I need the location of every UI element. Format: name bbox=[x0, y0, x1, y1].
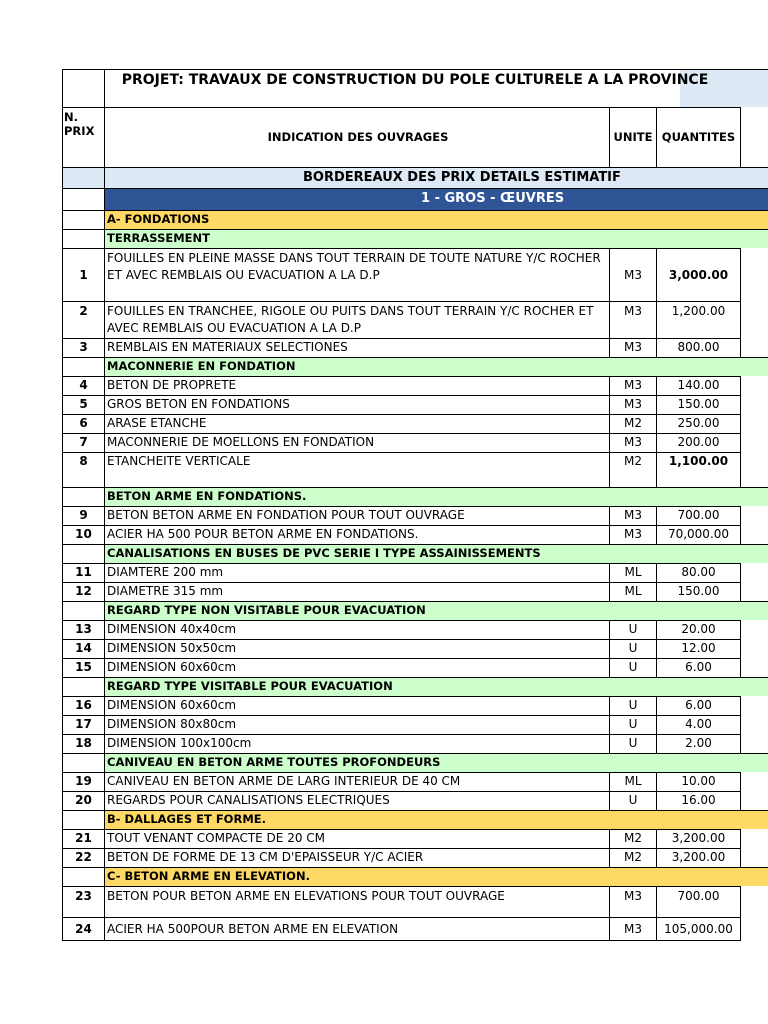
item-unit: M3 bbox=[609, 433, 656, 452]
section-row bbox=[62, 601, 768, 620]
item-number: 24 bbox=[62, 917, 104, 941]
item-number: 12 bbox=[62, 582, 104, 601]
item-quantity: 3,000.00 bbox=[656, 248, 741, 301]
chapter-title: 1 - GROS - ŒUVRES bbox=[104, 188, 768, 210]
item-description: DIMENSION 40x40cm bbox=[104, 620, 609, 639]
section-c: C- BETON ARME EN ELEVATION. bbox=[104, 867, 768, 886]
item-description: DIMENSION 80x80cm bbox=[104, 715, 609, 734]
item-description: DIMENSION 50x50cm bbox=[104, 639, 609, 658]
item-number: 15 bbox=[62, 658, 104, 677]
section-b: B- DALLAGES ET FORME. bbox=[104, 810, 768, 829]
chapter-row bbox=[62, 188, 768, 210]
item-number: 5 bbox=[62, 395, 104, 414]
table-row bbox=[62, 791, 768, 810]
table-row bbox=[62, 301, 768, 338]
item-quantity: 150.00 bbox=[656, 395, 741, 414]
section-canalisations: CANALISATIONS EN BUSES DE PVC SERIE I TYPE ASSAINISSEMENTS bbox=[104, 544, 768, 563]
table-row bbox=[62, 376, 768, 395]
item-number: 19 bbox=[62, 772, 104, 791]
item-quantity: 80.00 bbox=[656, 563, 741, 582]
table-row bbox=[62, 433, 768, 452]
table-row bbox=[62, 248, 768, 301]
item-quantity: 4.00 bbox=[656, 715, 741, 734]
section-regard-non-visitable: REGARD TYPE NON VISITABLE POUR EVACUATION bbox=[104, 601, 768, 620]
item-unit: U bbox=[609, 639, 656, 658]
item-description: DIMENSION 60x60cm bbox=[104, 696, 609, 715]
section-terrassement: TERRASSEMENT bbox=[104, 229, 768, 248]
table-row bbox=[62, 696, 768, 715]
item-description: ARASE ETANCHE bbox=[104, 414, 609, 433]
item-number: 10 bbox=[62, 525, 104, 544]
item-quantity: 6.00 bbox=[656, 696, 741, 715]
item-unit: ML bbox=[609, 582, 656, 601]
project-title: PROJET: TRAVAUX DE CONSTRUCTION DU POLE CULTURELE A LA PROVINCE bbox=[121, 72, 709, 88]
item-number: 4 bbox=[62, 376, 104, 395]
empty-cell bbox=[62, 357, 104, 376]
table-row bbox=[62, 886, 768, 917]
item-unit: M2 bbox=[609, 414, 656, 433]
item-unit: ML bbox=[609, 772, 656, 791]
table-row bbox=[62, 395, 768, 414]
empty-cell bbox=[62, 753, 104, 772]
table-row bbox=[62, 620, 768, 639]
item-unit: M3 bbox=[609, 395, 656, 414]
section-beton-fondations: BETON ARME EN FONDATIONS. bbox=[104, 487, 768, 506]
header-desc: INDICATION DES OUVRAGES bbox=[104, 107, 609, 167]
item-quantity: 140.00 bbox=[656, 376, 741, 395]
item-unit: U bbox=[609, 791, 656, 810]
item-unit: M3 bbox=[609, 525, 656, 544]
table-row bbox=[62, 414, 768, 433]
section-maconnerie: MACONNERIE EN FONDATION bbox=[104, 357, 768, 376]
item-description: BETON DE PROPRETE bbox=[104, 376, 609, 395]
item-description: FOUILLES EN PLEINE MASSE DANS TOUT TERRAIN DE TOUTE NATURE Y/C ROCHER ET AVEC REMBLAIS OU EVACUATION A LA D.P bbox=[104, 248, 609, 301]
section-row bbox=[62, 810, 768, 829]
item-unit: M3 bbox=[609, 917, 656, 941]
item-description: BETON DE FORME DE 13 CM D'EPAISSEUR Y/C ACIER bbox=[104, 848, 609, 867]
item-unit: U bbox=[609, 715, 656, 734]
item-description: FOUILLES EN TRANCHEE, RIGOLE OU PUITS DANS TOUT TERRAIN Y/C ROCHER ET AVEC REMBLAIS OU EVACUATION A LA D.P bbox=[104, 301, 609, 338]
empty-cell bbox=[62, 229, 104, 248]
table-row bbox=[62, 658, 768, 677]
header-qty: QUANTITES bbox=[656, 107, 741, 167]
section-regard-visitable: REGARD TYPE VISITABLE POUR EVACUATION bbox=[104, 677, 768, 696]
empty-cell bbox=[62, 69, 104, 107]
item-quantity: 250.00 bbox=[656, 414, 741, 433]
item-number: 9 bbox=[62, 506, 104, 525]
subtitle: BORDEREAUX DES PRIX DETAILS ESTIMATIF bbox=[104, 167, 768, 188]
empty-cell bbox=[62, 810, 104, 829]
section-row bbox=[62, 677, 768, 696]
table-row bbox=[62, 639, 768, 658]
section-row bbox=[62, 357, 768, 376]
item-unit: M2 bbox=[609, 452, 656, 487]
section-row bbox=[62, 544, 768, 563]
item-description: BETON BETON ARME EN FONDATION POUR TOUT OUVRAGE bbox=[104, 506, 609, 525]
table-row bbox=[62, 525, 768, 544]
item-description: TOUT VENANT COMPACTE DE 20 CM bbox=[104, 829, 609, 848]
item-unit: M2 bbox=[609, 829, 656, 848]
item-unit: M3 bbox=[609, 301, 656, 338]
table-row bbox=[62, 506, 768, 525]
item-description: DIMENSION 100x100cm bbox=[104, 734, 609, 753]
item-number: 1 bbox=[62, 248, 104, 301]
item-unit: M3 bbox=[609, 376, 656, 395]
item-unit: M3 bbox=[609, 248, 656, 301]
item-number: 23 bbox=[62, 886, 104, 917]
item-number: 22 bbox=[62, 848, 104, 867]
item-number: 8 bbox=[62, 452, 104, 487]
item-quantity: 700.00 bbox=[656, 886, 741, 917]
item-number: 16 bbox=[62, 696, 104, 715]
item-unit: U bbox=[609, 734, 656, 753]
item-description: ACIER HA 500 POUR BETON ARME EN FONDATIONS. bbox=[104, 525, 609, 544]
item-description: BETON POUR BETON ARME EN ELEVATIONS POUR TOUT OUVRAGE bbox=[104, 886, 609, 917]
empty-cell bbox=[62, 544, 104, 563]
item-quantity: 150.00 bbox=[656, 582, 741, 601]
header-num: N. PRIX bbox=[62, 107, 104, 167]
section-a: A- FONDATIONS bbox=[104, 210, 768, 229]
item-quantity: 3,200.00 bbox=[656, 848, 741, 867]
section-row bbox=[62, 210, 768, 229]
section-row bbox=[62, 487, 768, 506]
item-description: REMBLAIS EN MATERIAUX SELECTIONES bbox=[104, 338, 609, 357]
empty-cell bbox=[104, 69, 768, 107]
item-number: 21 bbox=[62, 829, 104, 848]
item-description: DIAMTERE 200 mm bbox=[104, 563, 609, 582]
item-description: MACONNERIE DE MOELLONS EN FONDATION bbox=[104, 433, 609, 452]
item-quantity: 70,000.00 bbox=[656, 525, 741, 544]
empty-cell bbox=[62, 487, 104, 506]
item-quantity: 2.00 bbox=[656, 734, 741, 753]
item-number: 7 bbox=[62, 433, 104, 452]
item-unit: M2 bbox=[609, 848, 656, 867]
item-quantity: 200.00 bbox=[656, 433, 741, 452]
item-number: 17 bbox=[62, 715, 104, 734]
item-unit: ML bbox=[609, 563, 656, 582]
empty-cell bbox=[62, 210, 104, 229]
empty-cell bbox=[62, 167, 104, 188]
table-row bbox=[62, 772, 768, 791]
item-number: 13 bbox=[62, 620, 104, 639]
item-quantity: 6.00 bbox=[656, 658, 741, 677]
item-quantity: 1,100.00 bbox=[656, 452, 741, 487]
item-description: REGARDS POUR CANALISATIONS ELECTRIQUES bbox=[104, 791, 609, 810]
estimate-table bbox=[62, 69, 768, 941]
table-row bbox=[62, 452, 768, 487]
empty-cell bbox=[62, 601, 104, 620]
section-row bbox=[62, 867, 768, 886]
title-row bbox=[62, 69, 768, 107]
item-number: 11 bbox=[62, 563, 104, 582]
table-row bbox=[62, 582, 768, 601]
item-number: 2 bbox=[62, 301, 104, 338]
item-quantity: 12.00 bbox=[656, 639, 741, 658]
item-description: GROS BETON EN FONDATIONS bbox=[104, 395, 609, 414]
table-row bbox=[62, 338, 768, 357]
item-quantity: 16.00 bbox=[656, 791, 741, 810]
table-row bbox=[62, 829, 768, 848]
item-unit: U bbox=[609, 696, 656, 715]
item-number: 6 bbox=[62, 414, 104, 433]
item-quantity: 105,000.00 bbox=[656, 917, 741, 941]
empty-cell bbox=[62, 867, 104, 886]
item-number: 20 bbox=[62, 791, 104, 810]
table-row bbox=[62, 734, 768, 753]
item-number: 18 bbox=[62, 734, 104, 753]
table-row bbox=[62, 848, 768, 867]
item-number: 3 bbox=[62, 338, 104, 357]
item-description: ACIER HA 500POUR BETON ARME EN ELEVATION bbox=[104, 917, 609, 941]
item-quantity: 800.00 bbox=[656, 338, 741, 357]
item-description: DIAMETRE 315 mm bbox=[104, 582, 609, 601]
item-quantity: 3,200.00 bbox=[656, 829, 741, 848]
table-row bbox=[62, 715, 768, 734]
item-quantity: 1,200.00 bbox=[656, 301, 741, 338]
item-quantity: 700.00 bbox=[656, 506, 741, 525]
table-row bbox=[62, 917, 768, 941]
item-number: 14 bbox=[62, 639, 104, 658]
empty-cell bbox=[62, 188, 104, 210]
item-unit: U bbox=[609, 620, 656, 639]
header-unit: UNITE bbox=[609, 107, 656, 167]
section-caniveau: CANIVEAU EN BETON ARME TOUTES PROFONDEURS bbox=[104, 753, 768, 772]
item-description: CANIVEAU EN BETON ARME DE LARG INTERIEUR DE 40 CM bbox=[104, 772, 609, 791]
subtitle-row bbox=[62, 167, 768, 188]
section-row bbox=[62, 229, 768, 248]
item-quantity: 10.00 bbox=[656, 772, 741, 791]
item-unit: U bbox=[609, 658, 656, 677]
item-unit: M3 bbox=[609, 506, 656, 525]
item-unit: M3 bbox=[609, 338, 656, 357]
section-row bbox=[62, 753, 768, 772]
table-row bbox=[62, 563, 768, 582]
empty-cell bbox=[62, 677, 104, 696]
item-quantity: 20.00 bbox=[656, 620, 741, 639]
item-unit: M3 bbox=[609, 886, 656, 917]
item-description: DIMENSION 60x60cm bbox=[104, 658, 609, 677]
item-description: ETANCHEITE VERTICALE bbox=[104, 452, 609, 487]
header-row bbox=[62, 107, 768, 167]
